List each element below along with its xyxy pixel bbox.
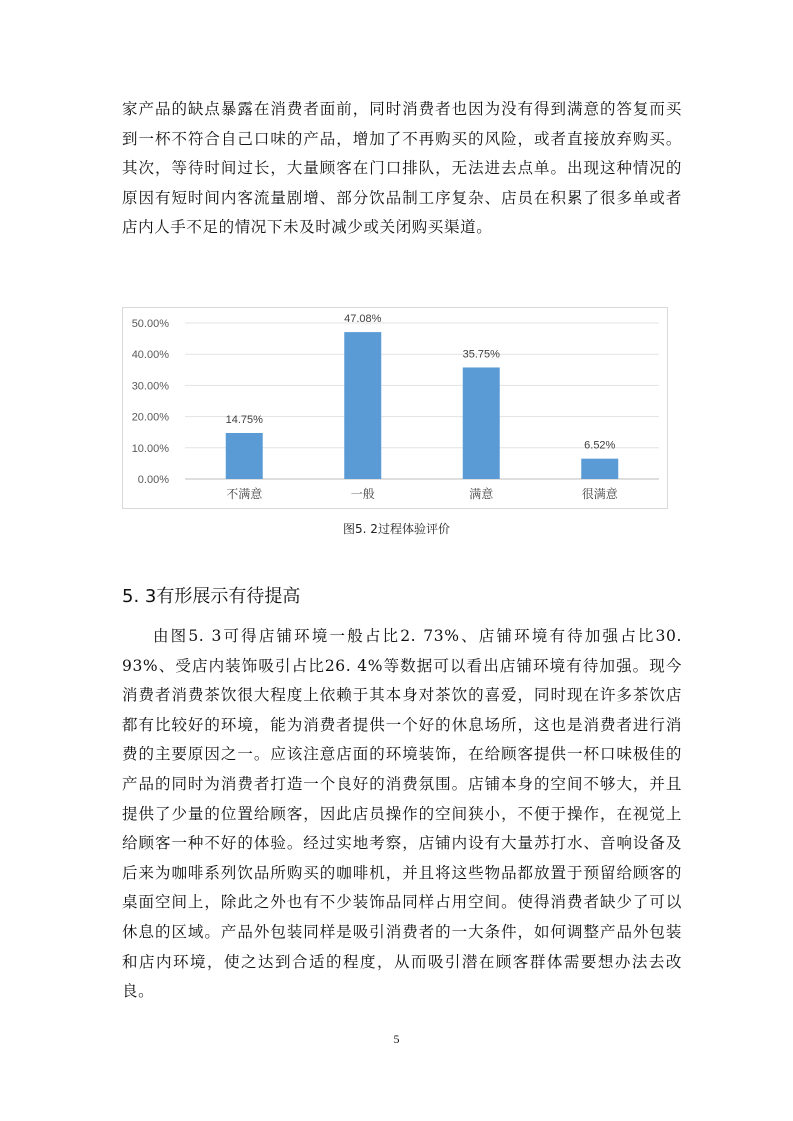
bar-chart-svg bbox=[123, 308, 669, 510]
page-number: 5 bbox=[393, 1032, 400, 1046]
y-tick-label: 0.00% bbox=[137, 474, 169, 486]
body-paragraph-main: 由图5. 3可得店铺环境一般占比2. 73%、店铺环境有待加强占比30. 93%、受店内装饰吸引占比26. 4%等数据可以看出店铺环境有待加强。现今消费者消费茶饮很大程度上依赖于其本身对茶饮的喜爱，同时现在许多茶饮店都有比较好的环境，能为消费者提供一个好的休息场所，这也是消费者进行消费的主要原因之一。应该注意店面的环境装饰，在给顾客提供一杯口味极佳的产品的同时为消费者打造一个良好的消费氛围。店铺本身的空间不够大，并且提供了少量的位置给顾客，因此店员操作的空间狭小，不便于操作，在视觉上给顾客一种不好的体验。经过实地考察，店铺内设有大量苏打水、音响设备及后来为咖啡系列饮品所购买的咖啡机，并且将这些物品都放置于预留给顾客的桌面空间上，除此之外也有不少装饰品同样占用空间。使得消费者缺少了可以休息的区域。产品外包装同样是吸引消费者的一大条件，如何调整产品外包装和店内环境，使之达到合适的程度，从而吸引潜在顾客群体需要想办法去改良。 bbox=[122, 627, 682, 1001]
bar bbox=[344, 332, 381, 479]
x-tick-label: 满意 bbox=[469, 487, 494, 501]
data-label: 47.08% bbox=[344, 313, 382, 326]
x-tick-label: 不满意 bbox=[226, 487, 263, 501]
body-paragraph-top: 家产品的缺点暴露在消费者面前，同时消费者也因为没有得到满意的答复而买到一杯不符合自己口味的产品，增加了不再购买的风险，或者直接放弃购买。其次，等待时间过长，大量顾客在门口排队，无法进去点单。出现这种情况的原因有短时间内客流量剧增、部分饮品制工序复杂、店员在积累了很多单或者店内人手不足的情况下未及时减少或关闭购买渠道。 bbox=[122, 100, 682, 237]
section-heading: 5. 3有形展示有待提高 bbox=[122, 586, 301, 607]
data-label: 6.52% bbox=[584, 439, 616, 452]
bar bbox=[581, 459, 618, 479]
bar bbox=[463, 367, 500, 479]
y-tick-label: 50.00% bbox=[131, 318, 169, 330]
bar-chart bbox=[122, 307, 668, 509]
bar bbox=[226, 433, 263, 479]
data-label: 35.75% bbox=[462, 348, 500, 361]
x-tick-label: 一般 bbox=[350, 487, 375, 501]
figure-caption: 图5. 2过程体验评价 bbox=[343, 522, 450, 536]
y-tick-label: 40.00% bbox=[131, 349, 169, 362]
y-tick-label: 10.00% bbox=[131, 442, 169, 455]
x-tick-label: 很满意 bbox=[581, 487, 618, 501]
y-tick-label: 30.00% bbox=[131, 380, 169, 393]
data-label: 14.75% bbox=[225, 413, 263, 426]
y-tick-label: 20.00% bbox=[131, 411, 169, 424]
